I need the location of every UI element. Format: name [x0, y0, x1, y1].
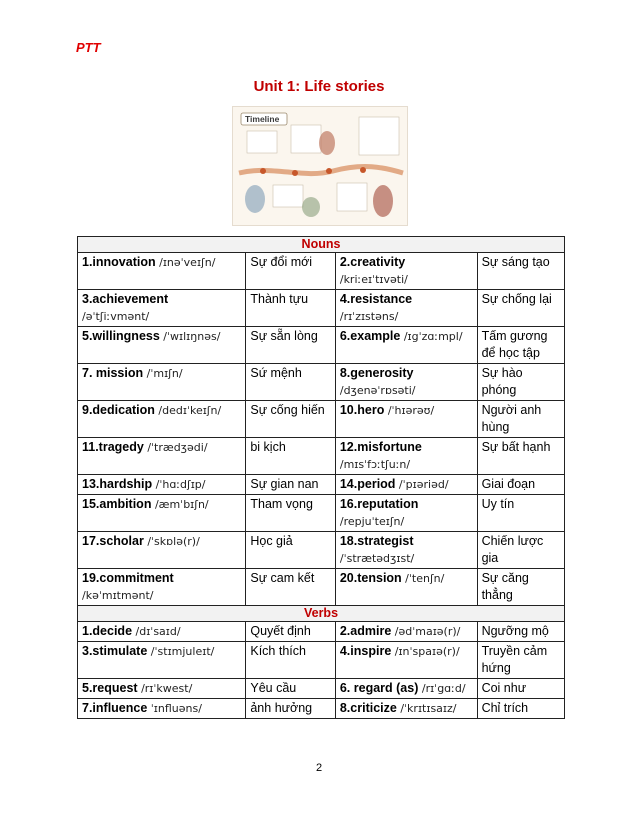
timeline-label: Timeline [245, 114, 280, 124]
word-cell [78, 679, 246, 699]
vocab-word: 3.stimulate [82, 644, 148, 658]
timeline-illustration [232, 106, 408, 226]
word-cell [78, 438, 246, 475]
pronunciation: /æmˈbɪʃn/ [154, 498, 209, 511]
word-cell [78, 253, 246, 290]
meaning-cell: Uy tín [477, 495, 564, 532]
word-cell [335, 253, 477, 290]
word-cell [78, 642, 246, 679]
pronunciation: /dɪˈsaɪd/ [135, 625, 181, 638]
vocab-word: 12.misfortune [339, 440, 422, 454]
meaning-cell: Sự căng thẳng [477, 569, 564, 606]
meaning-cell: Truyền cảm hứng [477, 642, 564, 679]
vocab-word: 18.strategist [339, 534, 414, 548]
vocab-word: 20.tension [339, 571, 402, 585]
pronunciation: /ˈhɪərəʊ/ [387, 404, 435, 417]
vocab-word: 4.resistance [339, 292, 413, 306]
vocabulary-table [77, 236, 565, 719]
vocab-word: 2.creativity [339, 255, 406, 269]
meaning-cell: Quyết định [246, 622, 336, 642]
word-cell [335, 290, 477, 327]
meaning-cell: Sự bất hạnh [477, 438, 564, 475]
meaning-cell: Thành tựu [246, 290, 336, 327]
vocab-row [78, 622, 565, 642]
pronunciation: /mɪsˈfɔːtʃuːn/ [339, 458, 411, 471]
page-title: Unit 1: Life stories [253, 78, 385, 95]
vocab-word: 17.scholar [82, 534, 144, 548]
pronunciation: /ˈhɑːdʃɪp/ [155, 478, 206, 491]
vocab-word: 7. mission [82, 366, 144, 380]
vocab-word: 5.request [82, 681, 138, 695]
word-cell [78, 622, 246, 642]
word-cell [78, 327, 246, 364]
meaning-cell: Yêu cầu [246, 679, 336, 699]
pronunciation: /ˈmɪʃn/ [146, 367, 183, 380]
meaning-cell: Tấm gương để học tập [477, 327, 564, 364]
vocab-row [78, 532, 565, 569]
word-cell [78, 532, 246, 569]
pronunciation: /dʒenəˈrɒsəti/ [339, 384, 416, 397]
meaning-cell: Giai đoạn [477, 475, 564, 495]
vocab-row [78, 642, 565, 679]
vocab-row [78, 475, 565, 495]
word-cell [335, 679, 477, 699]
pronunciation: /ˈstrætədʒɪst/ [339, 552, 415, 565]
word-cell [78, 401, 246, 438]
word-cell [335, 401, 477, 438]
vocab-row [78, 569, 565, 606]
pronunciation: /ˈkrɪtɪsaɪz/ [400, 702, 457, 715]
pronunciation: /ˈpɪəriəd/ [398, 478, 449, 491]
meaning-cell: Sự cống hiến [246, 401, 336, 438]
vocab-word: 1.innovation [82, 255, 156, 269]
meaning-cell: Sự sáng tạo [477, 253, 564, 290]
pronunciation: /ɪgˈzɑːmpl/ [403, 330, 463, 343]
meaning-cell: ảnh hưởng [246, 699, 336, 719]
header-mark: PTT [76, 40, 101, 55]
word-cell [78, 495, 246, 532]
vocab-word: 10.hero [339, 403, 385, 417]
pronunciation: /kriːeɪˈtɪvəti/ [339, 273, 408, 286]
word-cell [78, 290, 246, 327]
vocab-word: 5.willingness [82, 329, 160, 343]
meaning-cell: Chỉ trích [477, 699, 564, 719]
vocab-word: 13.hardship [82, 477, 153, 491]
word-cell [335, 438, 477, 475]
vocab-word: 8.generosity [339, 366, 414, 380]
pronunciation: /ədˈmaɪə(r)/ [394, 625, 461, 638]
vocab-row [78, 401, 565, 438]
vocab-row [78, 495, 565, 532]
vocab-word: 15.ambition [82, 497, 152, 511]
pronunciation: /ˈwɪlɪŋnəs/ [163, 330, 221, 343]
pronunciation: /ˈskɒlə(r)/ [147, 535, 200, 548]
word-cell [78, 364, 246, 401]
word-cell [335, 532, 477, 569]
word-cell [335, 495, 477, 532]
page-number: 2 [315, 762, 323, 774]
nouns-section-header [78, 237, 565, 253]
word-cell [335, 699, 477, 719]
pronunciation: /ɪnˈspaɪə(r)/ [394, 645, 460, 658]
meaning-cell: Sự đổi mới [246, 253, 336, 290]
pronunciation: /rɪˈkwest/ [141, 682, 193, 695]
verbs-section-header-label: Verbs [78, 606, 565, 622]
vocab-word: 2.admire [339, 624, 392, 638]
vocab-row [78, 253, 565, 290]
vocab-word: 6.example [339, 329, 401, 343]
pronunciation: /dedɪˈkeɪʃn/ [158, 404, 222, 417]
vocab-row [78, 699, 565, 719]
pronunciation: /əˈtʃiːvmənt/ [82, 310, 150, 323]
meaning-cell: Người anh hùng [477, 401, 564, 438]
word-cell [78, 475, 246, 495]
word-cell [78, 699, 246, 719]
vocab-word: 11.tragedy [82, 440, 144, 454]
meaning-cell: Ngưỡng mộ [477, 622, 564, 642]
pronunciation: ˈɪnfluəns/ [150, 702, 202, 715]
vocab-word: 16.reputation [339, 497, 419, 511]
pronunciation: /kəˈmɪtmənt/ [82, 589, 154, 602]
meaning-cell: Sứ mệnh [246, 364, 336, 401]
vocab-word: 19.commitment [82, 571, 174, 585]
pronunciation: /repjuˈteɪʃn/ [339, 515, 405, 528]
meaning-cell: Sự cam kết [246, 569, 336, 606]
vocab-word: 6. regard (as) [339, 681, 419, 695]
pronunciation: /ɪnəˈveɪʃn/ [159, 256, 216, 269]
meaning-cell: bi kịch [246, 438, 336, 475]
vocab-word: 3.achievement [82, 292, 169, 306]
vocab-word: 4.inspire [339, 644, 392, 658]
meaning-cell: Học giả [246, 532, 336, 569]
pronunciation: /ˈtenʃn/ [405, 572, 445, 585]
meaning-cell: Sự gian nan [246, 475, 336, 495]
word-cell [335, 475, 477, 495]
pronunciation: /rɪˈzɪstəns/ [339, 310, 399, 323]
nouns-section-header-label: Nouns [78, 237, 565, 253]
vocab-word: 14.period [339, 477, 396, 491]
word-cell [335, 327, 477, 364]
pronunciation: /ˈtrædʒədi/ [147, 441, 208, 454]
vocab-row [78, 290, 565, 327]
meaning-cell: Chiến lược gia [477, 532, 564, 569]
meaning-cell: Kích thích [246, 642, 336, 679]
vocab-word: 7.influence [82, 701, 148, 715]
vocab-row [78, 438, 565, 475]
vocab-row [78, 679, 565, 699]
vocab-word: 9.dedication [82, 403, 155, 417]
pronunciation: /ˈstɪmjuleɪt/ [150, 645, 215, 658]
word-cell [335, 642, 477, 679]
vocab-row [78, 364, 565, 401]
meaning-cell: Coi như [477, 679, 564, 699]
meaning-cell: Sự sẵn lòng [246, 327, 336, 364]
word-cell [78, 569, 246, 606]
vocab-word: 1.decide [82, 624, 133, 638]
meaning-cell: Tham vọng [246, 495, 336, 532]
meaning-cell: Sự hào phóng [477, 364, 564, 401]
vocab-word: 8.criticize [339, 701, 397, 715]
word-cell [335, 622, 477, 642]
vocab-row [78, 327, 565, 364]
word-cell [335, 364, 477, 401]
verbs-section-header [78, 606, 565, 622]
word-cell [335, 569, 477, 606]
pronunciation: /rɪˈgɑːd/ [421, 682, 466, 695]
meaning-cell: Sự chống lại [477, 290, 564, 327]
